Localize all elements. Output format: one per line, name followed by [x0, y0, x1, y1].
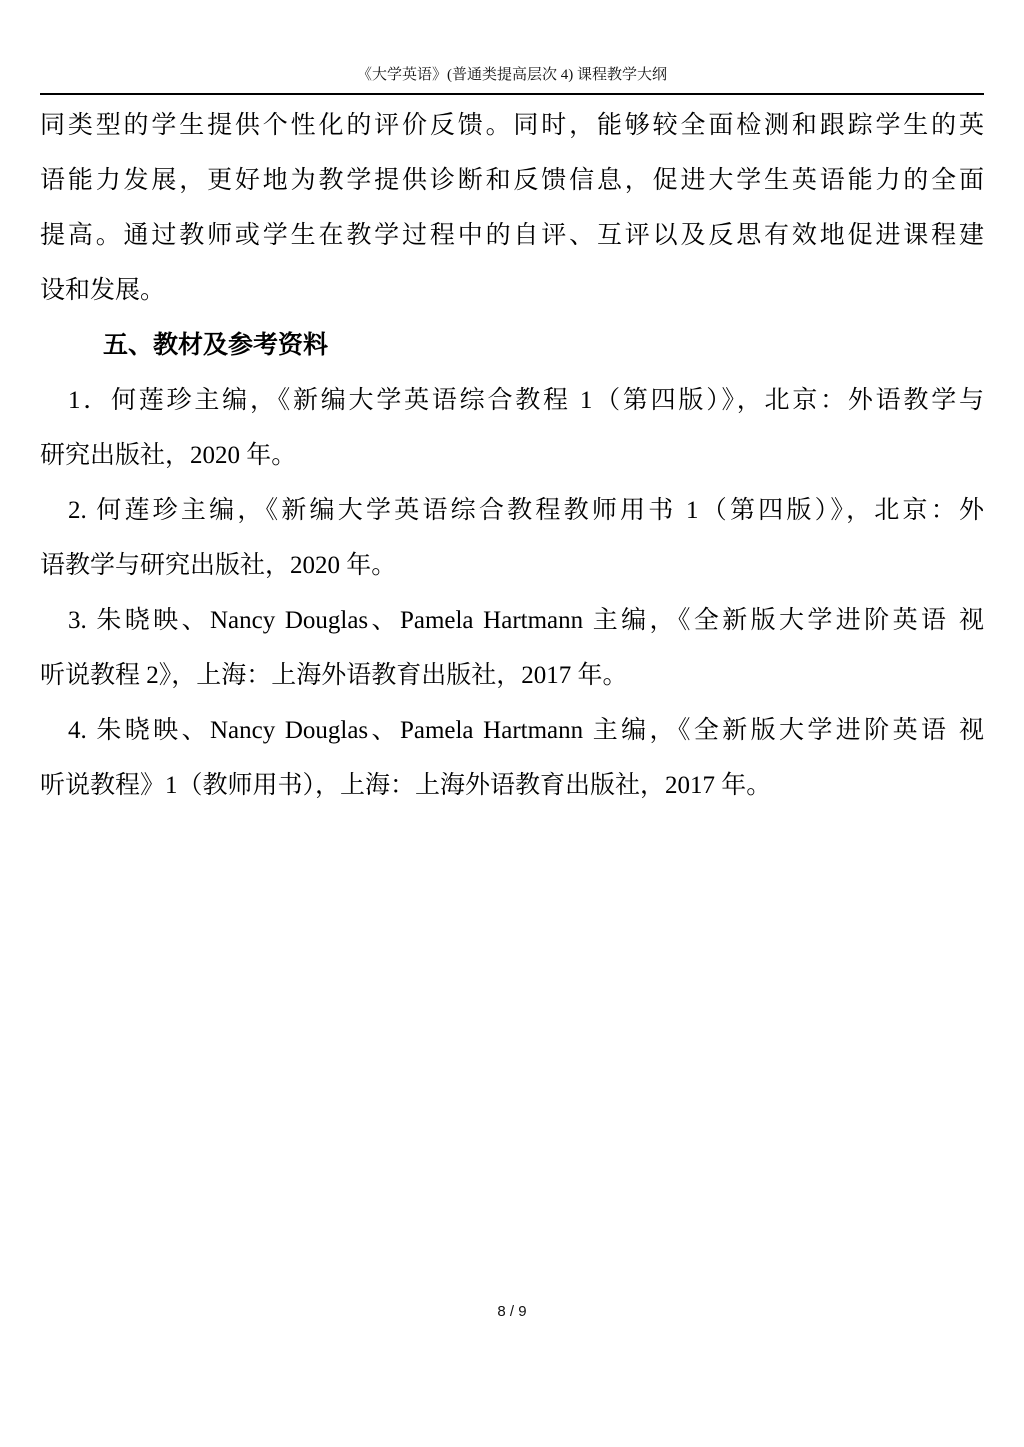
- paragraph-line: 同类型的学生提供个性化的评价反馈。同时，能够较全面检测和跟踪学生的英: [40, 112, 984, 139]
- section-heading: 五、教材及参考资料: [103, 332, 329, 359]
- reference-line: 听说教程 2》，上海：上海外语教育出版社，2017 年。: [40, 662, 628, 689]
- paragraph-line: 设和发展。: [40, 277, 166, 304]
- document-body: [40, 98, 984, 813]
- reference-line: 4. 朱晓映、Nancy Douglas、Pamela Hartmann 主编，《全新版大学进阶英语 视: [68, 717, 984, 744]
- reference-item: [40, 593, 984, 703]
- reference-line: 3. 朱晓映、Nancy Douglas、Pamela Hartmann 主编，《全新版大学进阶英语 视: [68, 607, 984, 634]
- reference-item: [40, 703, 984, 813]
- reference-line: 研究出版社，2020 年。: [40, 442, 297, 469]
- reference-line: 语教学与研究出版社，2020 年。: [40, 552, 397, 579]
- paragraph-line: 语能力发展，更好地为教学提供诊断和反馈信息，促进大学生英语能力的全面: [40, 167, 984, 194]
- reference-line: 1．何莲珍主编，《新编大学英语综合教程 1（第四版）》，北京：外语教学与: [68, 387, 984, 414]
- page-footer: [0, 1303, 1024, 1321]
- paragraph-line: 提高。通过教师或学生在教学过程中的自评、互评以及反思有效地促进课程建: [40, 222, 984, 249]
- reference-line: 听说教程》1（教师用书），上海：上海外语教育出版社，2017 年。: [40, 772, 772, 799]
- reference-line: 2. 何莲珍主编，《新编大学英语综合教程教师用书 1（第四版）》，北京：外: [68, 497, 984, 524]
- page-header: [40, 0, 984, 95]
- reference-item: [40, 483, 984, 593]
- reference-item: [40, 373, 984, 483]
- header-title: 《大学英语》(普通类提高层次 4) 课程教学大纲: [357, 67, 667, 83]
- paragraph-continuation: [40, 98, 984, 318]
- page-number: 8 / 9: [497, 1303, 527, 1320]
